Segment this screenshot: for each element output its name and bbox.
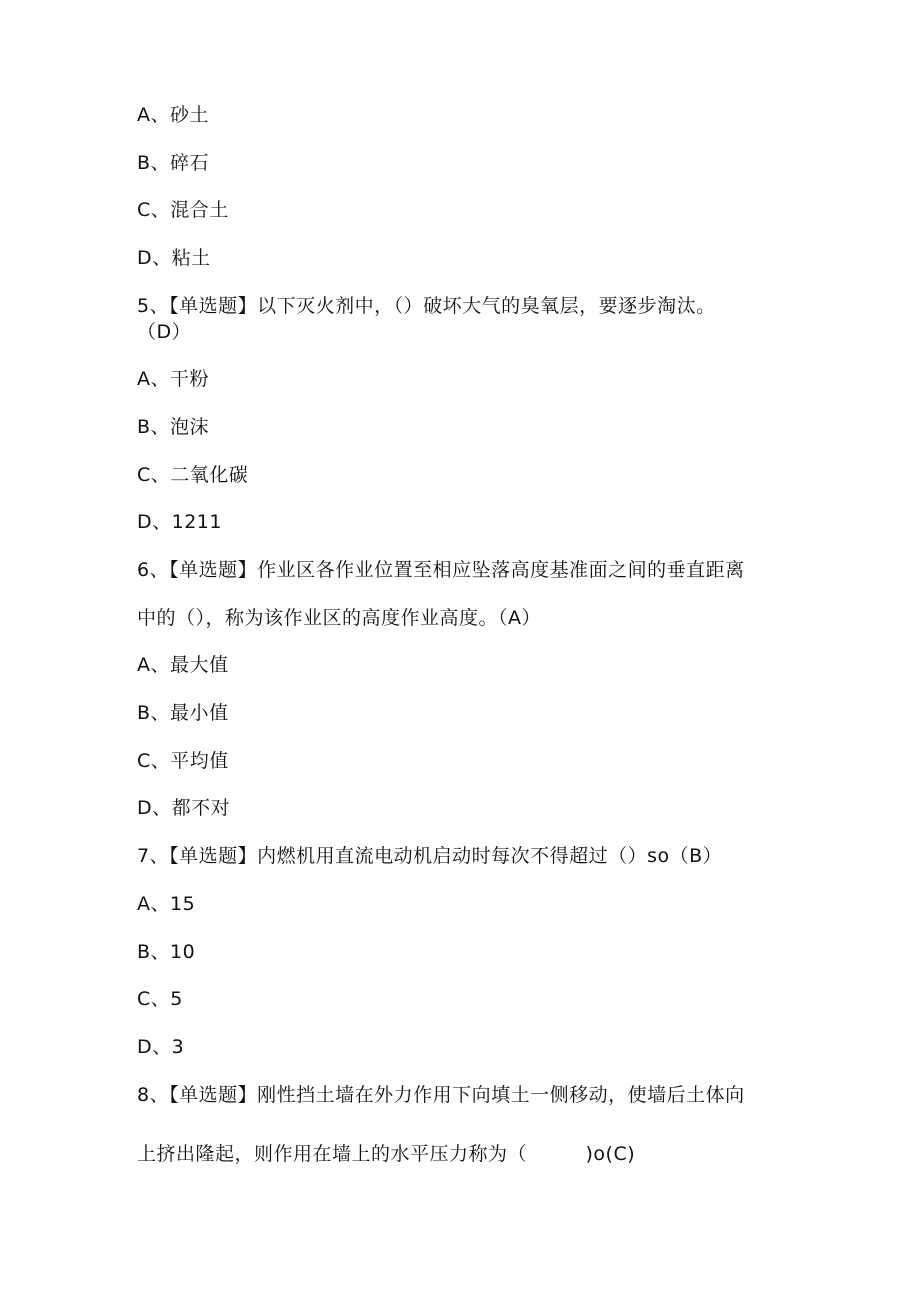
question-6-text-line1: 6、【单选题】作业区各作业位置至相应坠落高度基准面之间的垂直距离 (137, 559, 745, 581)
option-a-sandy-soil: A、砂土 (137, 104, 209, 126)
q5-option-c: C、二氧化碳 (137, 464, 249, 486)
question-5-answer: （D） (137, 321, 192, 343)
q5-option-d: D、1211 (137, 511, 222, 533)
q6-option-d: D、都不对 (137, 797, 231, 819)
question-7-text: 7、【单选题】内燃机用直流电动机启动时每次不得超过（）so（B） (137, 845, 723, 867)
q7-option-c: C、5 (137, 988, 183, 1010)
question-8-text-line2: 上挤出隆起，则作用在墙上的水平压力称为（ )o(C) (137, 1143, 636, 1165)
q6-option-a: A、最大值 (137, 654, 229, 676)
question-5-text: 5、【单选题】以下灭火剂中，（）破坏大气的臭氧层，要逐步淘汰。 (137, 295, 716, 317)
option-c-mixed-soil: C、混合土 (137, 199, 229, 221)
q6-option-c: C、平均值 (137, 750, 229, 772)
question-8-text-line1: 8、【单选题】刚性挡土墙在外力作用下向填土一侧移动，使墙后土体向 (137, 1084, 745, 1106)
q6-option-b: B、最小值 (137, 702, 229, 724)
question-6-text-line2: 中的（），称为该作业区的高度作业高度。（A） (137, 607, 541, 629)
option-d-clay: D、粘土 (137, 247, 211, 269)
q7-option-a: A、15 (137, 893, 196, 915)
q5-option-b: B、泡沫 (137, 416, 210, 438)
q5-option-a: A、干粉 (137, 368, 209, 390)
q7-option-d: D、3 (137, 1036, 185, 1058)
option-b-gravel: B、碎石 (137, 152, 210, 174)
q7-option-b: B、10 (137, 941, 196, 963)
